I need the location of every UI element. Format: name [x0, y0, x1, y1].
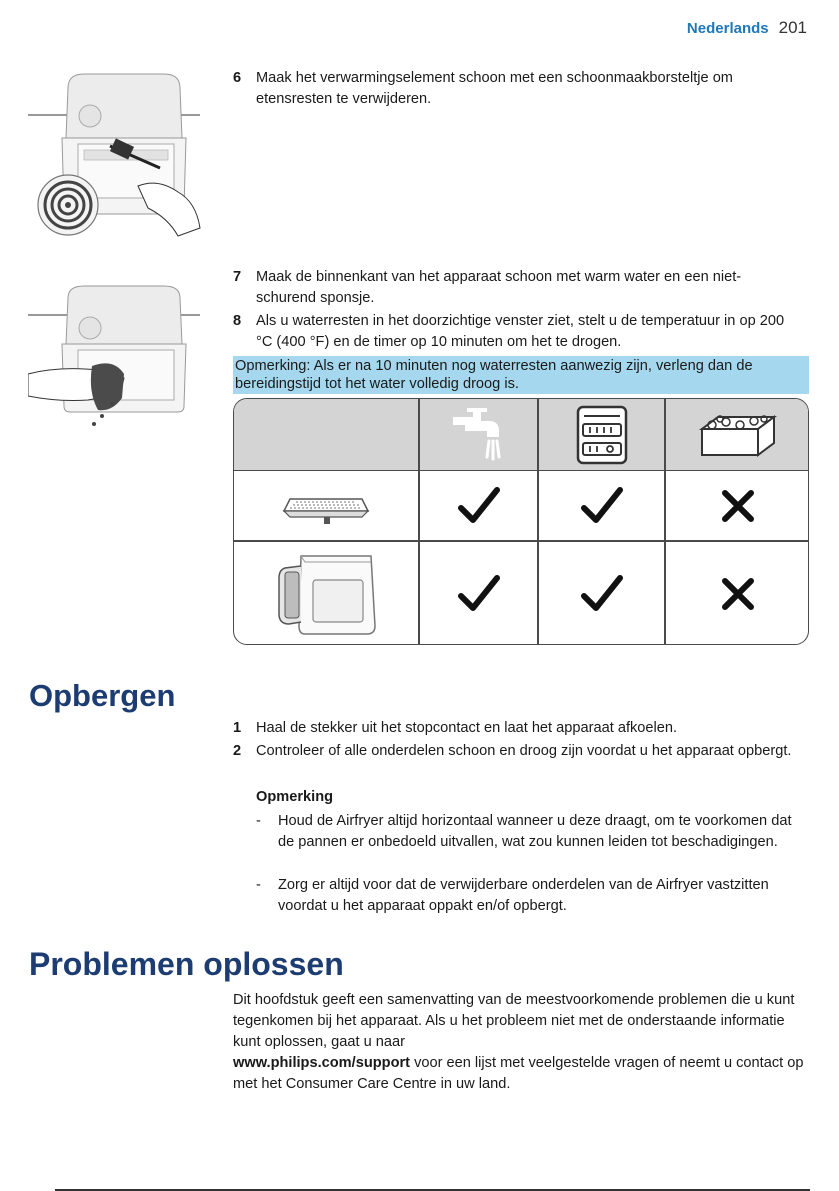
cross-icon: [720, 488, 756, 524]
airfryer-brush-illustration: [28, 68, 203, 238]
step-text: Maak het verwarmingselement schoon met een schoonmaakborsteltje om etensresten te verwijderen.: [256, 70, 733, 107]
storage-step-1: [233, 718, 793, 739]
table-item-cell: [234, 542, 418, 645]
page-header: [687, 18, 807, 38]
basket-icon: [271, 548, 381, 640]
table-header-cell: [539, 399, 664, 471]
drying-note: Opmerking: Als er na 10 minuten nog waterresten aanwezig zijn, verleng dan de bereidingstijd tot het water volledig droog is.: [233, 356, 809, 394]
outro-text: voor een lijst met veelgestelde vragen of neemt u contact op met het Consumer Care Centre in uw land.: [233, 1055, 804, 1092]
bullet-dash: -: [256, 877, 261, 893]
page-number: 201: [778, 18, 807, 37]
step-number: 1: [233, 720, 242, 736]
storage-bullet-2: [256, 875, 808, 917]
table-header-cell: [666, 399, 809, 471]
table-header-cell: [420, 399, 537, 471]
check-icon: [457, 574, 501, 614]
table-item-cell: [234, 472, 418, 540]
cross-icon: [720, 576, 756, 612]
check-mark: [420, 542, 537, 645]
step-text: Controleer of alle onderdelen schoon en droog zijn voordat u het apparaat opbergt.: [256, 743, 792, 759]
storage-note-title: Opmerking: [256, 789, 334, 805]
step-number: 2: [233, 743, 242, 759]
check-mark: [420, 472, 537, 540]
step-text: Maak de binnenkant van het apparaat schoon met warm water en een niet-schurend sponsje.: [256, 269, 742, 306]
dishwasher-icon: [574, 403, 630, 467]
storage-bullet-1: [256, 811, 808, 853]
cleaning-method-table: [233, 398, 809, 645]
step-text: Haal de stekker uit het stopcontact en laat het apparaat afkoelen.: [256, 720, 678, 736]
step-6: [233, 68, 793, 110]
check-icon: [580, 486, 624, 526]
check-icon: [457, 486, 501, 526]
step-number: 7: [233, 269, 242, 285]
bullet-text: Zorg er altijd voor dat de verwijderbare onderdelen van de Airfryer vastzitten voordat u het apparaat oppakt en/of opbergt.: [278, 877, 769, 914]
language-label: Nederlands: [686, 20, 769, 37]
crisper-plate-icon: [280, 485, 372, 527]
check-icon: [580, 574, 624, 614]
step-7: [233, 267, 793, 309]
intro-text: Dit hoofdstuk geeft een samenvatting van de meestvoorkomende problemen die u kunt tegenkomen bij het apparaat. Als u het probleem niet met de onderstaande informatie kunt oplossen, gaat u naar: [233, 992, 795, 1050]
storage-step-2: [233, 741, 793, 762]
section-title-storage: Opbergen: [29, 678, 176, 713]
footer-divider: [55, 1189, 810, 1191]
step-number: 8: [233, 313, 242, 329]
support-link[interactable]: www.philips.com/support: [233, 1055, 411, 1071]
check-mark: [539, 472, 664, 540]
step-text: Als u waterresten in het doorzichtige venster ziet, stelt u de temperatuur in op 200 °C (400 °F) en de timer op 10 minuten om het te drogen.: [256, 313, 785, 350]
cross-mark: [666, 542, 809, 645]
sponge-icon: [696, 407, 780, 463]
step-8: [233, 311, 793, 353]
bullet-dash: -: [256, 813, 261, 829]
airfryer-sponge-illustration: [28, 282, 203, 432]
cross-mark: [666, 472, 809, 540]
tap-water-icon: [447, 405, 511, 465]
step-number: 6: [233, 70, 242, 86]
bullet-text: Houd de Airfryer altijd horizontaal wanneer u deze draagt, om te voorkomen dat de pannen er onbedoeld uitvallen, wat zou kunnen leiden tot beschadigingen.: [278, 813, 792, 850]
troubleshooting-intro: [233, 990, 808, 1095]
section-title-troubleshooting: Problemen oplossen: [29, 946, 344, 982]
check-mark: [539, 542, 664, 645]
